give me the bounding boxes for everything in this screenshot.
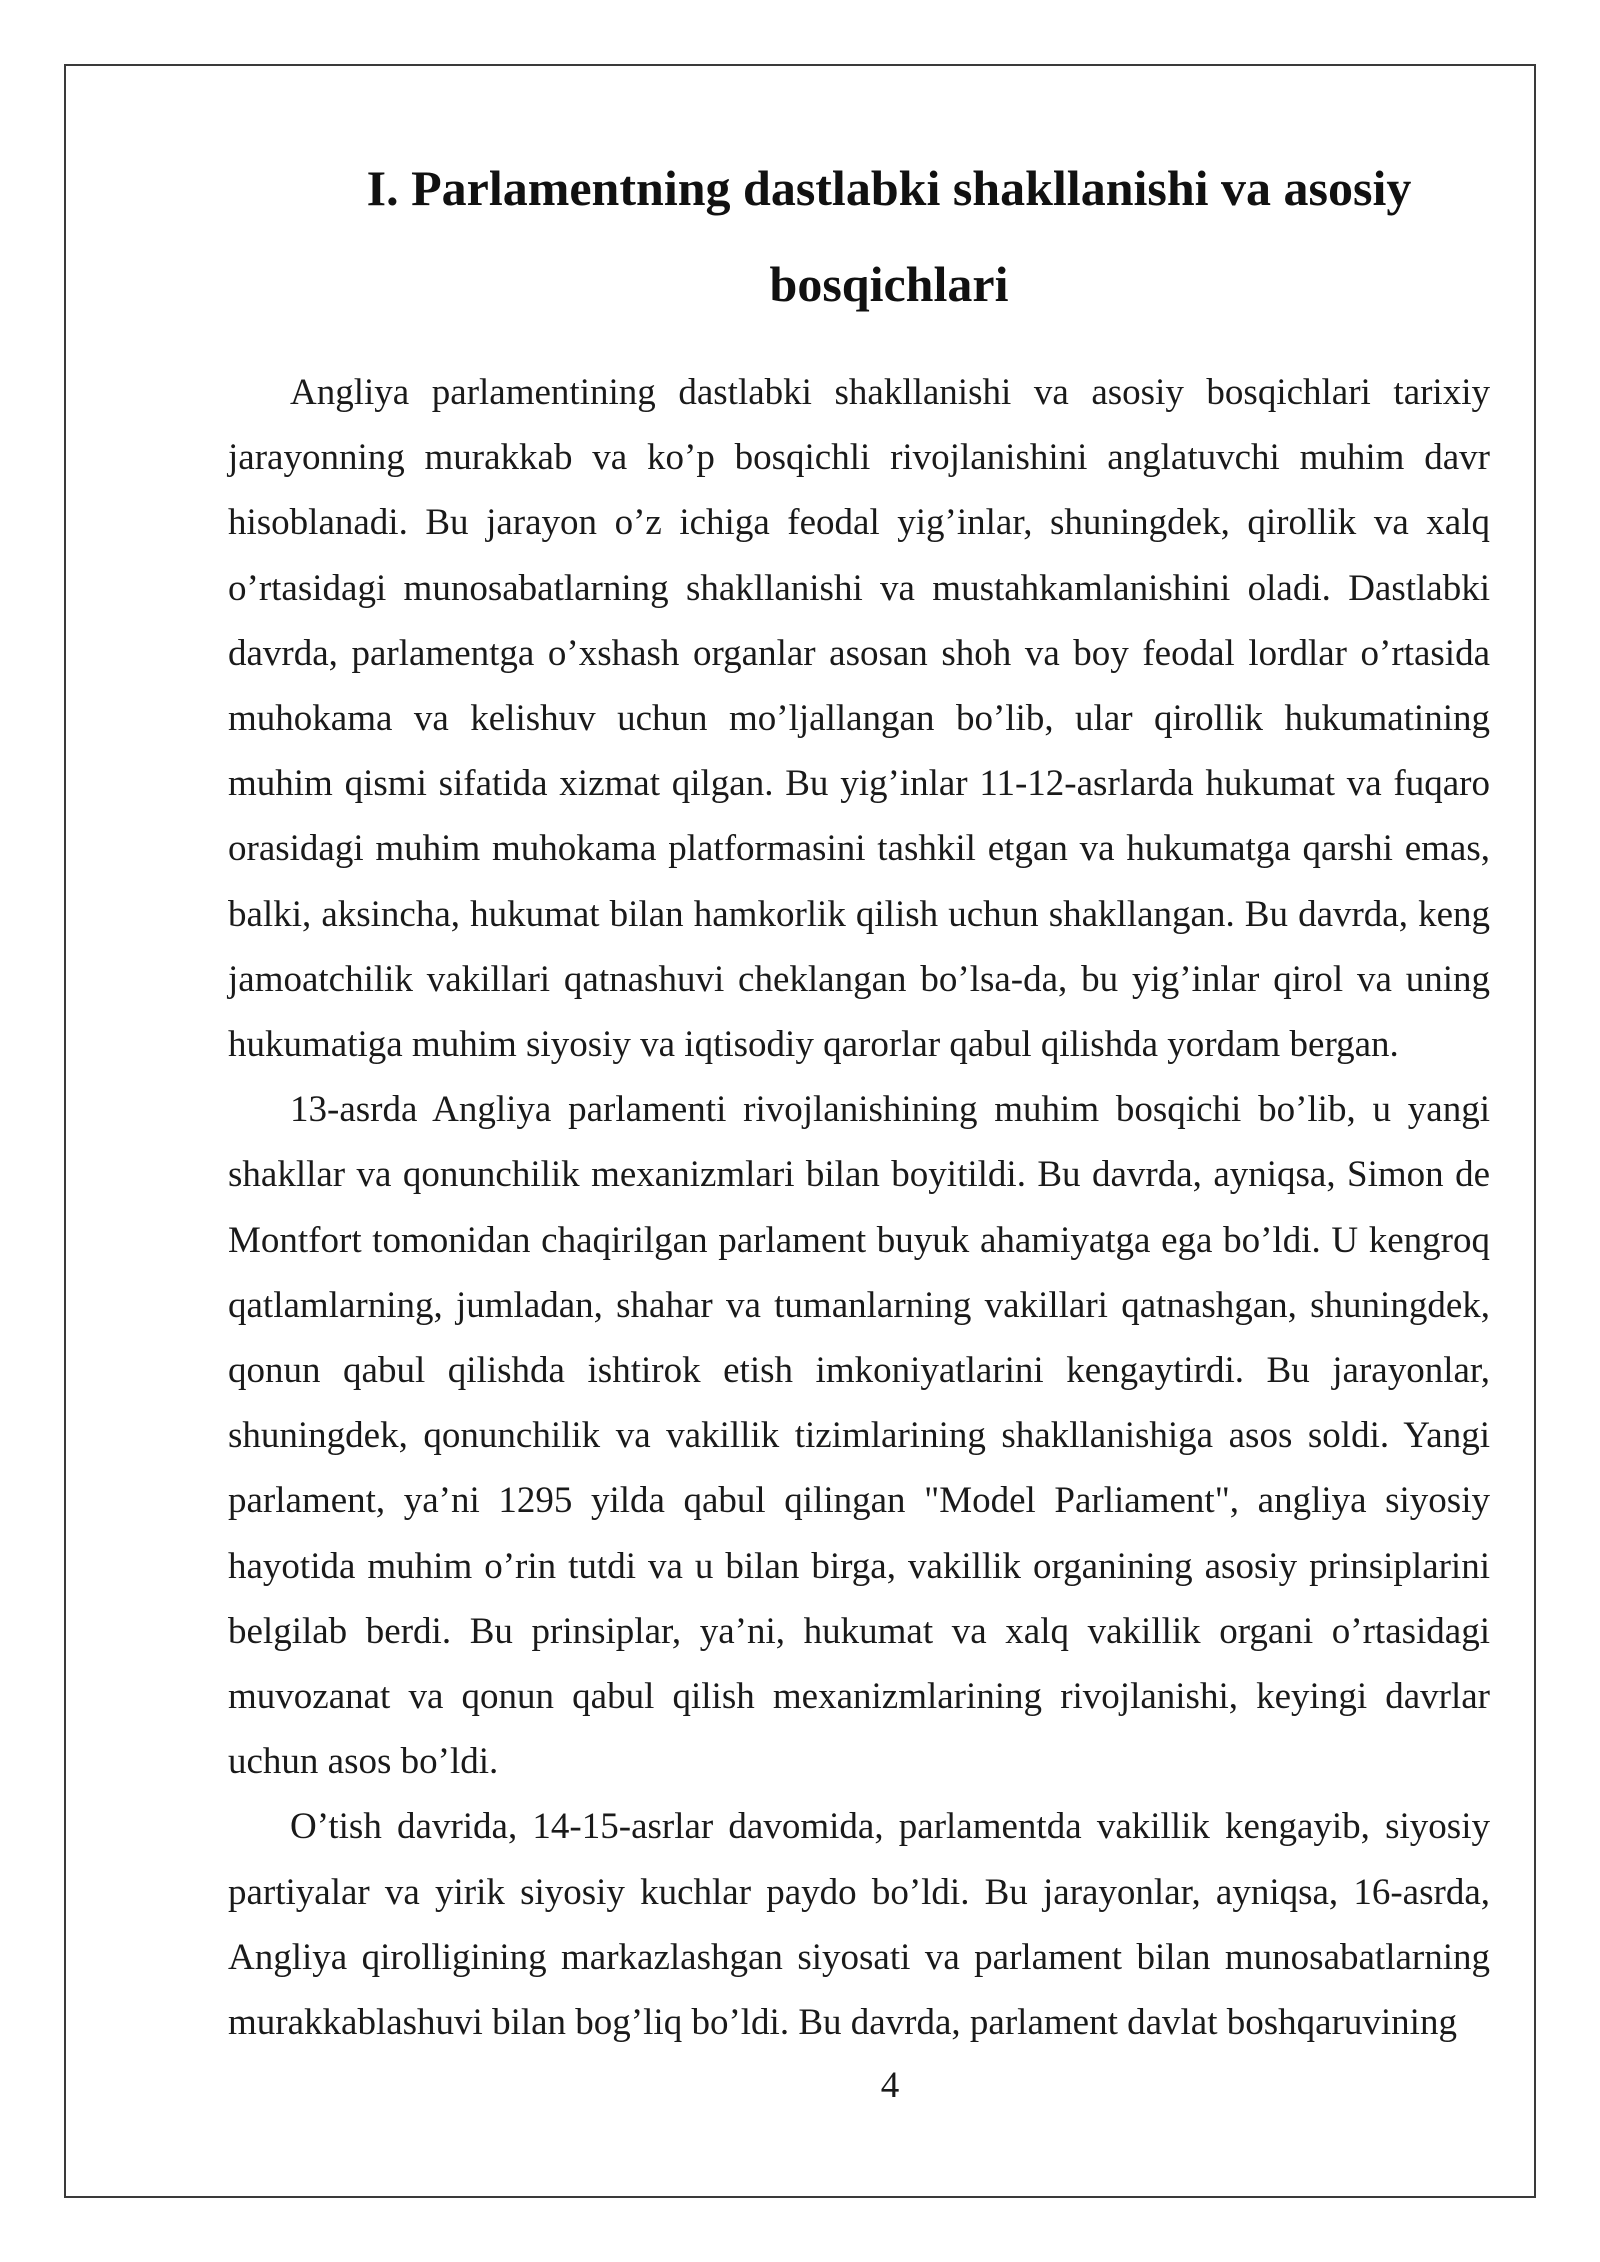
body-text <box>228 360 1490 2055</box>
heading-line-1: I. Parlamentning dastlabki shakllanishi va asosiy <box>366 160 1412 216</box>
paragraph-1: Angliya parlamentining dastlabki shakllanishi va asosiy bosqichlari tarixiy jarayonning murakkab va ko’p bosqichli rivojlanishini anglatuvchi muhim davr hisoblanadi. Bu jarayon o’z ichiga feodal yig’inlar, shuningdek, qirollik va xalq o’rtasidagi munosabatlarning shakllanishi va mustahkamlanishini oladi. Dastlabki davrda, parlamentga o’xshash organlar asosan shoh va boy feodal lordlar o’rtasida muhokama va kelishuv uchun mo’ljallangan bo’lib, ular qirollik hukumatining muhim qismi sifatida xizmat qilgan. Bu yig’inlar 11-12-asrlarda hukumat va fuqaro orasidagi muhim muhokama platformasini tashkil etgan va hukumatga qarshi emas, balki, aksincha, hukumat bilan hamkorlik qilish uchun shakllangan. Bu davrda, keng jamoatchilik vakillari qatnashuvi cheklangan bo’lsa-da, bu yig’inlar qirol va uning hukumatiga muhim siyosiy va iqtisodiy qarorlar qabul qilishda yordam bergan. <box>228 372 1490 1066</box>
section-heading <box>228 140 1490 332</box>
page-number: 4 <box>880 2065 900 2106</box>
heading-line-2: bosqichlari <box>769 256 1009 312</box>
document-content <box>228 140 1490 2055</box>
paragraph-2: 13-asrda Angliya parlamenti rivojlanishining muhim bosqichi bo’lib, u yangi shakllar va qonunchilik mexanizmlari bilan boyitildi. Bu davrda, ayniqsa, Simon de Montfort tomonidan chaqirilgan parlament buyuk ahamiyatga ega bo’ldi. U kengroq qatlamlarning, jumladan, shahar va tumanlarning vakillari qatnashgan, shuningdek, qonun qabul qilishda ishtirok etish imkoniyatlarini kengaytirdi. Bu jarayonlar, shuningdek, qonunchilik va vakillik tizimlarining shakllanishiga asos soldi. Yangi parlament, ya’ni 1295 yilda qabul qilingan "Model Parliament", angliya siyosiy hayotida muhim o’rin tutdi va u bilan birga, vakillik organining asosiy prinsiplarini belgilab berdi. Bu prinsiplar, ya’ni, hukumat va xalq vakillik organi o’rtasidagi muvozanat va qonun qabul qilish mexanizmlarining rivojlanishi, keyingi davrlar uchun asos bo’ldi. <box>228 1089 1490 1783</box>
paragraph-3: O’tish davrida, 14-15-asrlar davomida, parlamentda vakillik kengayib, siyosiy partiyalar va yirik siyosiy kuchlar paydo bo’ldi. Bu jarayonlar, ayniqsa, 16-asrda, Angliya qirolligining markazlashgan siyosati va parlament bilan munosabatlarning murakkablashuvi bilan bog’liq bo’ldi. Bu davrda, parlament davlat boshqaruvining <box>228 1806 1490 2044</box>
